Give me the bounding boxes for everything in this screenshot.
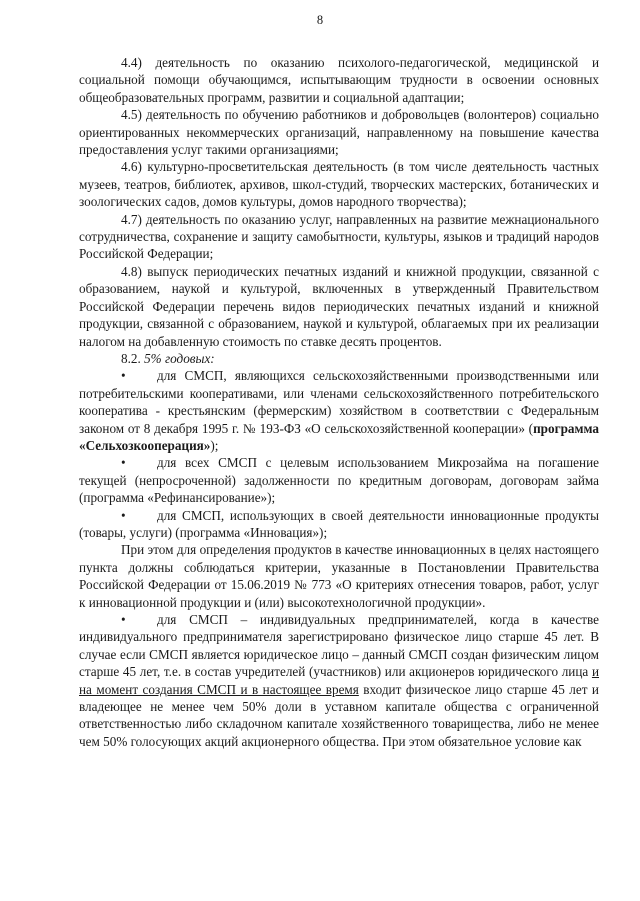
- bullet-text: для СМСП, являющихся сельскохозяйственными производственными или потребительскими кооперативами, или членами сельскохозяйственного потребительского кооператива - крестьянским (фермерским) хозяйством в соответствии с Федеральным законом от 8 декабря 1995 г. № 193-ФЗ «О сельскохозяйственной кооперации» (: [79, 368, 599, 436]
- section-8-2-heading: [79, 350, 599, 367]
- paragraph-4-5: 4.5) деятельность по обучению работников и добровольцев (волонтеров) социально ориентированных некоммерческих организаций, направленному на повышение качества предоставления услуг такими организациями;: [79, 107, 599, 158]
- bullet-text-end: );: [210, 437, 219, 453]
- bullet-icon: •: [121, 455, 126, 471]
- bullet-text: для СМСП, использующих в своей деятельности инновационные продукты (товары, услуги) (программа «Инновация»);: [79, 507, 599, 540]
- paragraph-innovation-criteria: При этом для определения продуктов в качестве инновационных в целях настоящего пункта должны соблюдаться критерии, указанные в Постановлении Правительства Российской Федерации от 15.06.2019 № 773 «О критериях отнесения товаров, работ, услуг к инновационной продукции и (или) высокотехнологичной продукции».: [79, 542, 599, 610]
- paragraph-4-6: 4.6) культурно-просветительская деятельность (в том числе деятельность частных музеев, театров, библиотек, архивов, школ-студий, творческих мастерских, ботанических и зоологических садов, домов культуры, домов народного творчества);: [79, 159, 599, 210]
- bullet-item-age45: [79, 611, 599, 750]
- document-body: [79, 54, 599, 750]
- paragraph-4-8: 4.8) выпуск периодических печатных изданий и книжной продукции, связанной с образованием, наукой и культурой, включенных в утвержденный Правительством Российской Федерации перечень видов периодических печатных изданий и книжной продукции, связанной с образованием, наукой и культурой, облагаемых при их реализации налогом на добавленную стоимость по ставке десять процентов.: [79, 263, 599, 349]
- paragraph-4-4: 4.4) деятельность по оказанию психолого-педагогической, медицинской и социальной помощи обучающимся, испытывающим трудности в освоении основных общеобразовательных программ, развитии и социальной адаптации;: [79, 55, 599, 105]
- page-number: 8: [316, 13, 324, 27]
- bullet-icon: •: [121, 368, 126, 384]
- bullet-item-innovation: [79, 507, 599, 542]
- section-number: 8.2.: [121, 350, 141, 366]
- bullet-item-agri: [79, 367, 599, 454]
- bullet-text: для всех СМСП с целевым использованием Микрозайма на погашение текущей (непросроченной) задолженности по кредитным договорам, договорам займа (программа «Рефинансирование»);: [79, 455, 599, 506]
- bullet-item-refinance: [79, 454, 599, 506]
- underlined-text: и на момент создания СМСП и в настоящее время: [79, 664, 599, 697]
- paragraph-4-7: 4.7) деятельность по оказанию услуг, направленных на развитие межнационального сотрудничества, сохранение и защиту самобытности, культуры, языков и традиций народов Российской Федерации;: [79, 211, 599, 262]
- rate-label: 5% годовых:: [144, 350, 215, 366]
- bullet-text: для СМСП – индивидуальных предпринимателей, когда в качестве индивидуального предпринимателя зарегистрировано физическое лицо старше 45 лет. В случае если СМСП является юридическое лицо – данный СМСП создан физическим лицом старше 45 лет, т.е. в состав учредителей (участников) или акционеров юридического лица: [79, 612, 599, 680]
- bullet-icon: •: [121, 507, 126, 523]
- bullet-text-cont: входит физическое лицо старше 45 лет и владеющее не менее чем 50% доли в уставном капитале общества с ограниченной ответственностью либо складочном капитале хозяйственного товарищества, либо не менее чем 50% голосующих акций акционерного общества. При этом обязательное условие как: [79, 681, 599, 749]
- bullet-icon: •: [121, 612, 126, 627]
- program-name-bold: программа «Сельхозкооперация»: [79, 420, 599, 453]
